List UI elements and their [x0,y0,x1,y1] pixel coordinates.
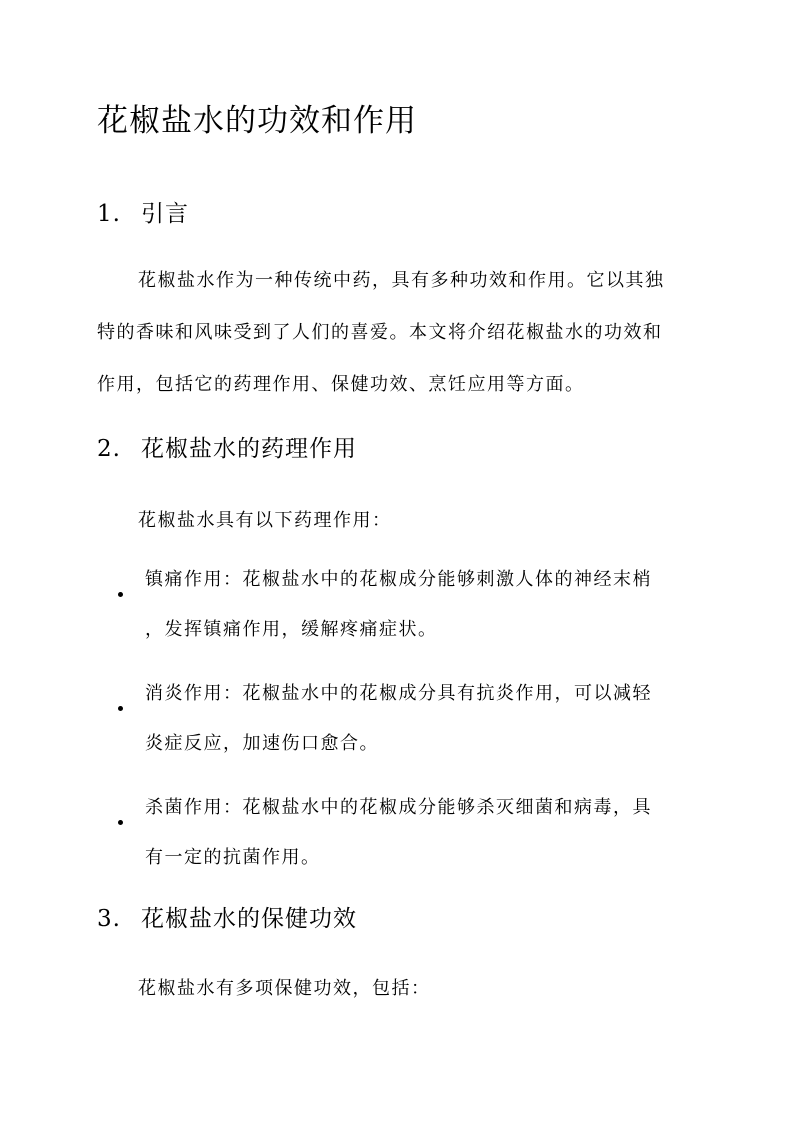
paragraph-line: 花椒盐水有多项保健功效，包括： [138,978,431,999]
section-heading-text: 引言 [141,201,189,227]
bullet-text-line: 杀菌作用：花椒盐水中的花椒成分能够杀灭细菌和病毒，具 [145,797,652,818]
list-item [97,682,717,796]
health-benefits-intro [97,963,697,1015]
pharmacology-bullet-list [97,568,717,910]
bullet-text-line: 有一定的抗菌作用。 [145,847,321,868]
bullet-text-line: 炎症反应，加速伤口愈合。 [145,733,379,754]
bullet-icon [118,592,123,597]
section-heading-introduction [97,195,189,228]
bullet-text-line: 消炎作用：花椒盐水中的花椒成分具有抗炎作用，可以减轻 [145,683,652,704]
section-heading-pharmacology [97,430,357,463]
bullet-text-line: 镇痛作用：花椒盐水中的花椒成分能够刺激人体的神经末梢 [145,569,652,590]
pharmacology-intro [97,495,697,547]
section-heading-text: 花椒盐水的药理作用 [141,436,357,462]
bullet-text-line: ，发挥镇痛作用，缓解疼痛症状。 [145,619,438,640]
page-title: 花椒盐水的功效和作用 [97,103,417,139]
list-item [97,568,717,682]
introduction-paragraph [97,255,697,411]
paragraph-line: 作用，包括它的药理作用、保健功效、烹饪应用等方面。 [97,374,585,395]
list-item [97,796,717,910]
paragraph-line: 花椒盐水作为一种传统中药，具有多种功效和作用。它以其独 [138,270,665,291]
bullet-icon [118,820,123,825]
section-number: 2. [97,436,121,462]
paragraph-line: 特的香味和风味受到了人们的喜爱。本文将介绍花椒盐水的功效和 [97,322,663,343]
section-heading-text: 花椒盐水的保健功效 [141,906,357,932]
bullet-icon [118,706,123,711]
section-number: 1. [97,201,121,227]
section-heading-health-benefits [97,900,357,933]
section-number: 3. [97,906,121,932]
paragraph-line: 花椒盐水具有以下药理作用： [138,510,392,531]
